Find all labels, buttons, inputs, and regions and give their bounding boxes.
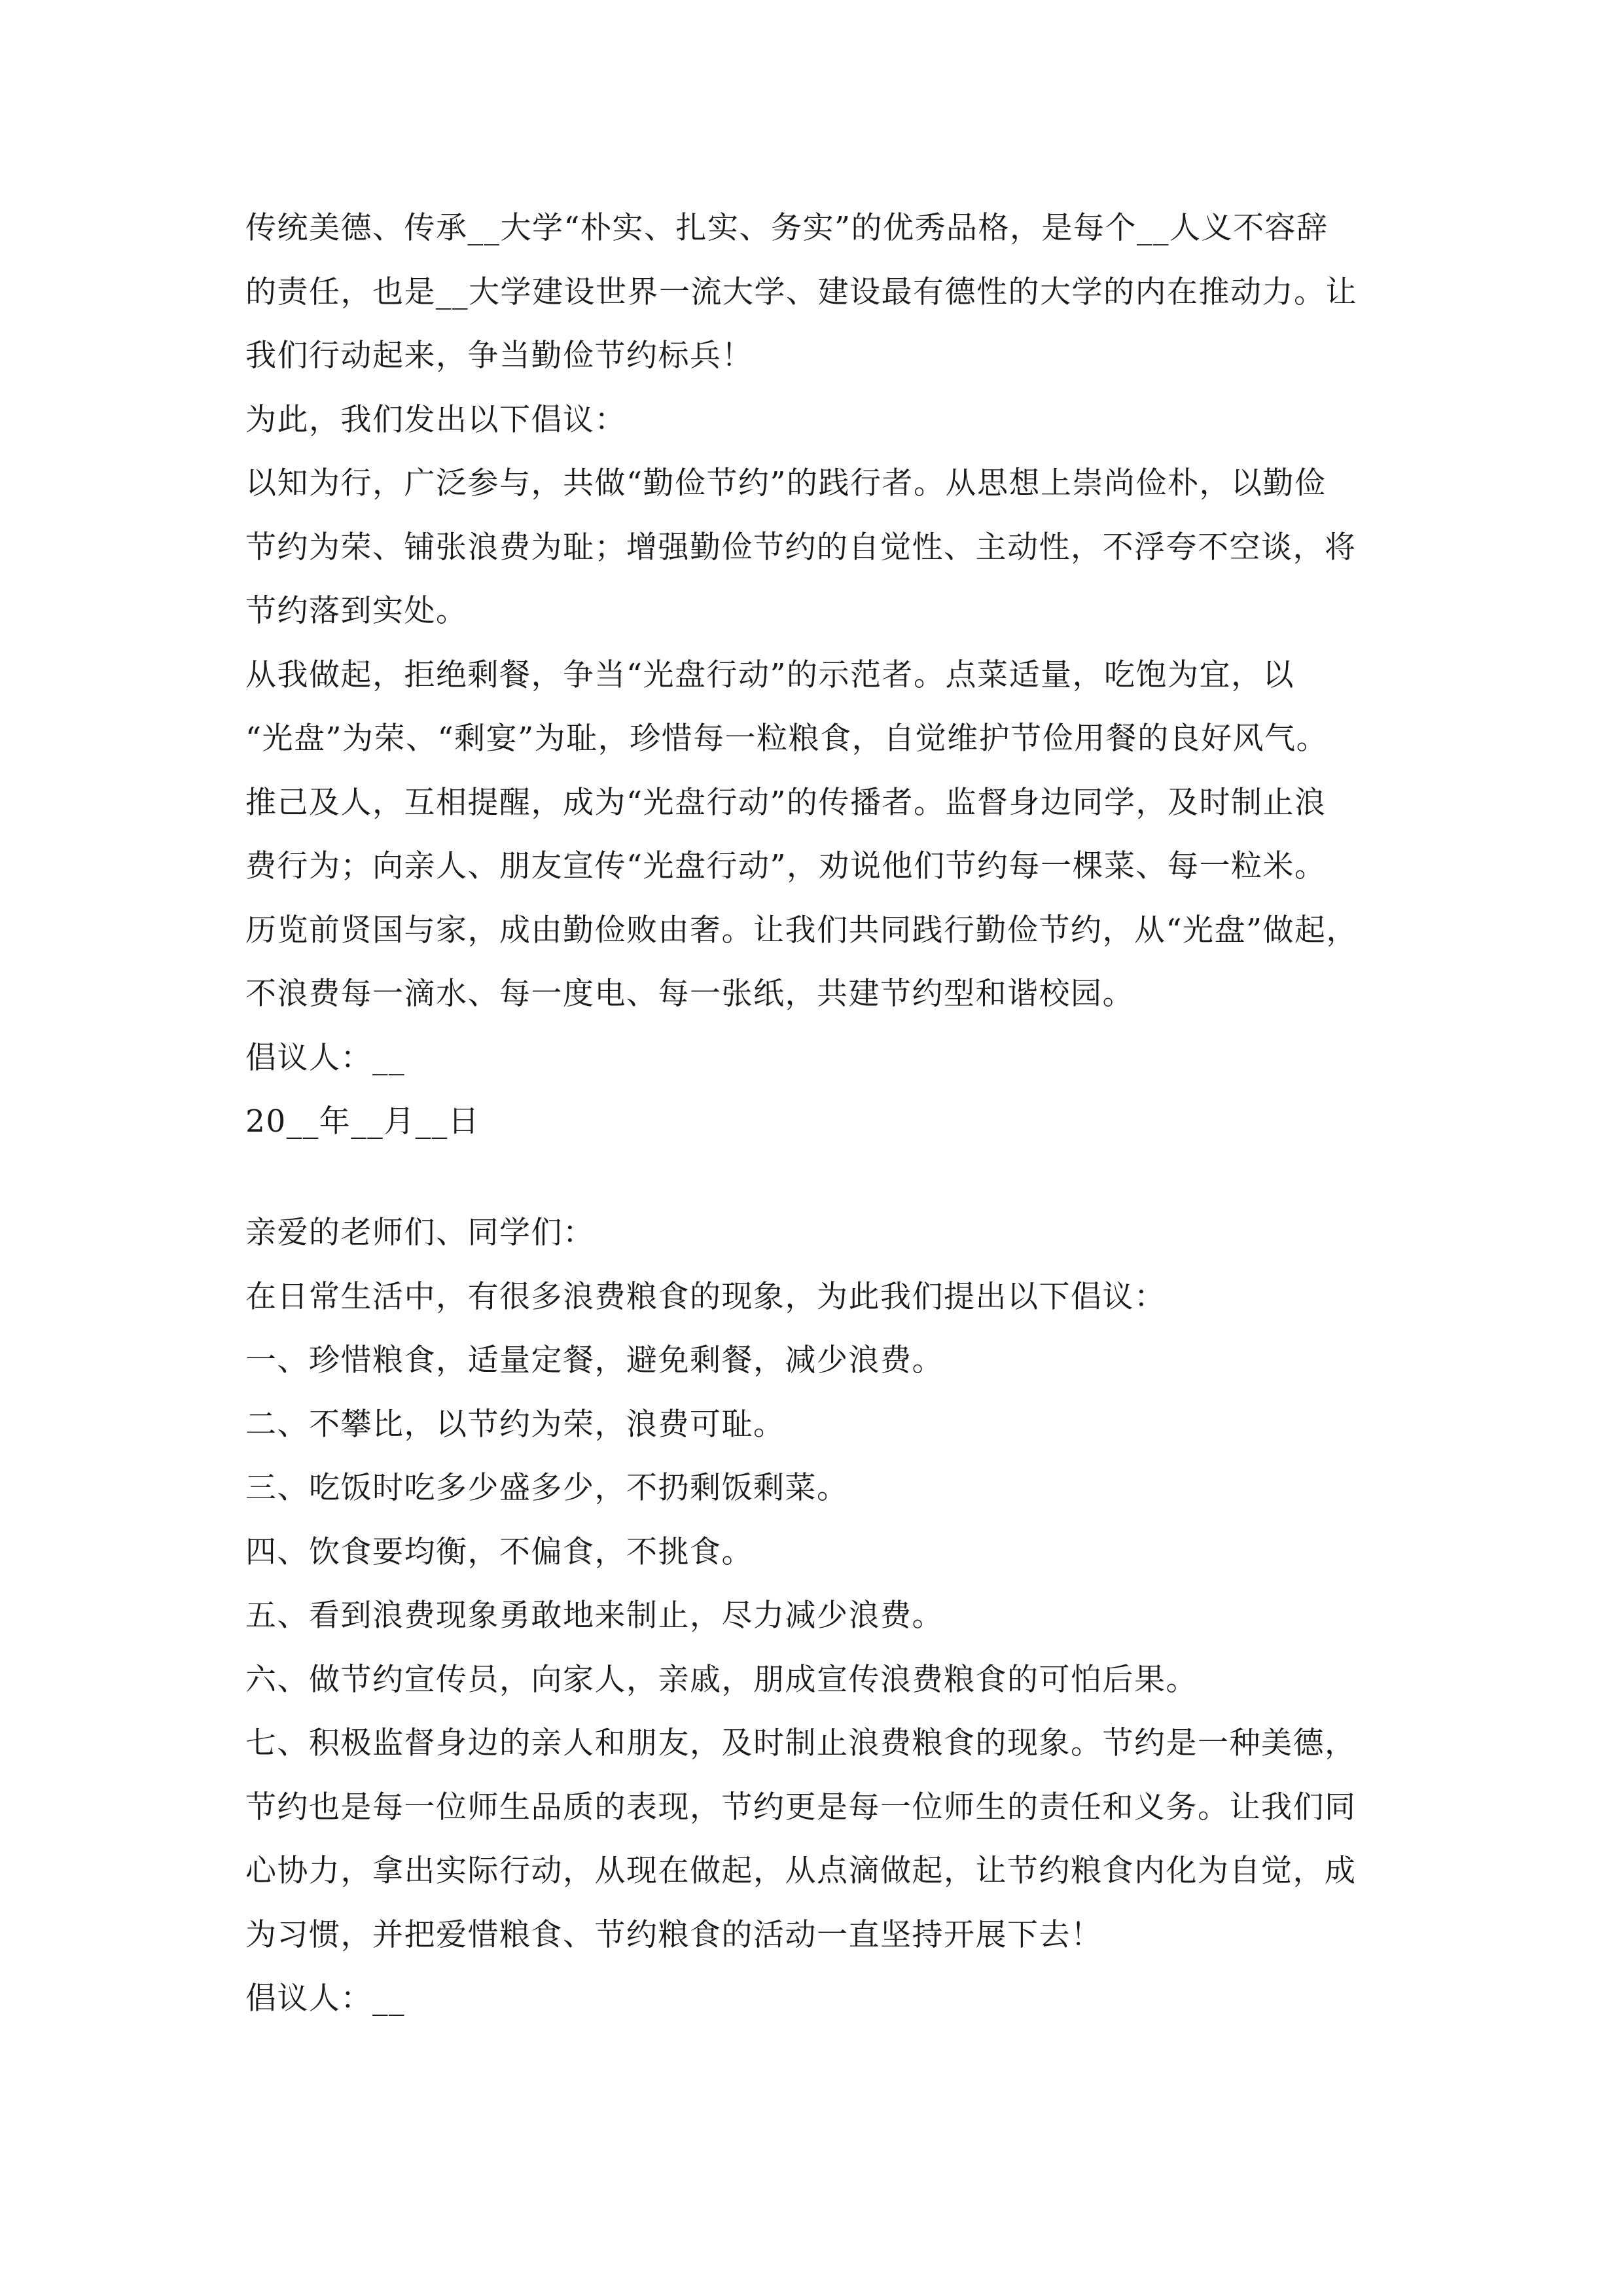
text-line: 我们行动起来，争当勤俭节约标兵！ [245,338,753,374]
proposal-text-section-2 [245,1201,1417,2031]
signature-line: 倡议人：__ [245,1039,405,1076]
text-line: 从我做起，拒绝剩餐，争当“光盘行动”的示范者。点菜适量，吃饱为宜，以 [245,656,1295,693]
list-item: 五、看到浪费现象勇敢地来制止，尽力减少浪费。 [245,1598,944,1634]
text-line: 为此，我们发出以下倡议： [245,401,626,438]
text-line: 推己及人，互相提醒，成为“光盘行动”的传播者。监督身边同学，及时制止浪 [245,784,1327,821]
text-line: 传统美德、传承__大学“朴实、扎实、务实”的优秀品格，是每个__人义不容辞 [245,210,1329,246]
list-item: 六、做节约宣传员，向家人，亲戚，朋成宣传浪费粮食的可怕后果。 [245,1661,1198,1698]
text-line: 不浪费每一滴水、每一度电、每一张纸，共建节约型和谐校园。 [245,976,1134,1012]
text-line: “光盘”为荣、“剩宴”为耻，珍惜每一粒粮食，自觉维护节俭用餐的良好风气。 [245,721,1329,757]
list-item: 二、不攀比，以节约为荣，浪费可耻。 [245,1406,785,1443]
list-item: 四、饮食要均衡，不偏食，不挑食。 [245,1534,753,1570]
text-line: 以知为行，广泛参与，共做“勤俭节约”的践行者。从思想上崇尚俭朴，以勤俭 [245,465,1327,501]
text-line: 为习惯，并把爱惜粮食、节约粮食的活动一直坚持开展下去！ [245,1916,1103,1953]
list-item: 七、积极监督身边的亲人和朋友，及时制止浪费粮食的现象。节约是一种美德， [245,1725,1357,1761]
list-item: 三、吃饭时吃多少盛多少，不扔剩饭剩菜。 [245,1470,849,1506]
proposal-text-section-1 [245,196,1417,1154]
text-line: 的责任，也是__大学建设世界一流大学、建设最有德性的大学的内在推动力。让 [245,274,1357,310]
signature-line: 倡议人：__ [245,1981,405,2017]
text-line: 节约为荣、铺张浪费为耻；增强勤俭节约的自觉性、主动性，不浮夸不空谈，将 [245,529,1357,565]
text-line: 费行为；向亲人、朋友宣传“光盘行动”，劝说他们节约每一棵菜、每一粒米。 [245,848,1327,884]
text-line: 节约也是每一位师生品质的表现，节约更是每一位师生的责任和义务。让我们同 [245,1789,1357,1825]
text-line: 在日常生活中，有很多浪费粮食的现象，为此我们提出以下倡议： [245,1278,1166,1315]
salutation-line: 亲爱的老师们、同学们： [245,1215,595,1251]
date-line: 20__年__月__日 [245,1103,480,1139]
text-line: 心协力，拿出实际行动，从现在做起，从点滴做起，让节约粮食内化为自觉，成 [245,1853,1357,1889]
list-item: 一、珍惜粮食，适量定餐，避免剩餐，减少浪费。 [245,1342,944,1378]
text-line: 历览前贤国与家，成由勤俭败由奢。让我们共同践行勤俭节约，从“光盘”做起， [245,912,1359,948]
text-line: 节约落到实处。 [245,593,468,629]
